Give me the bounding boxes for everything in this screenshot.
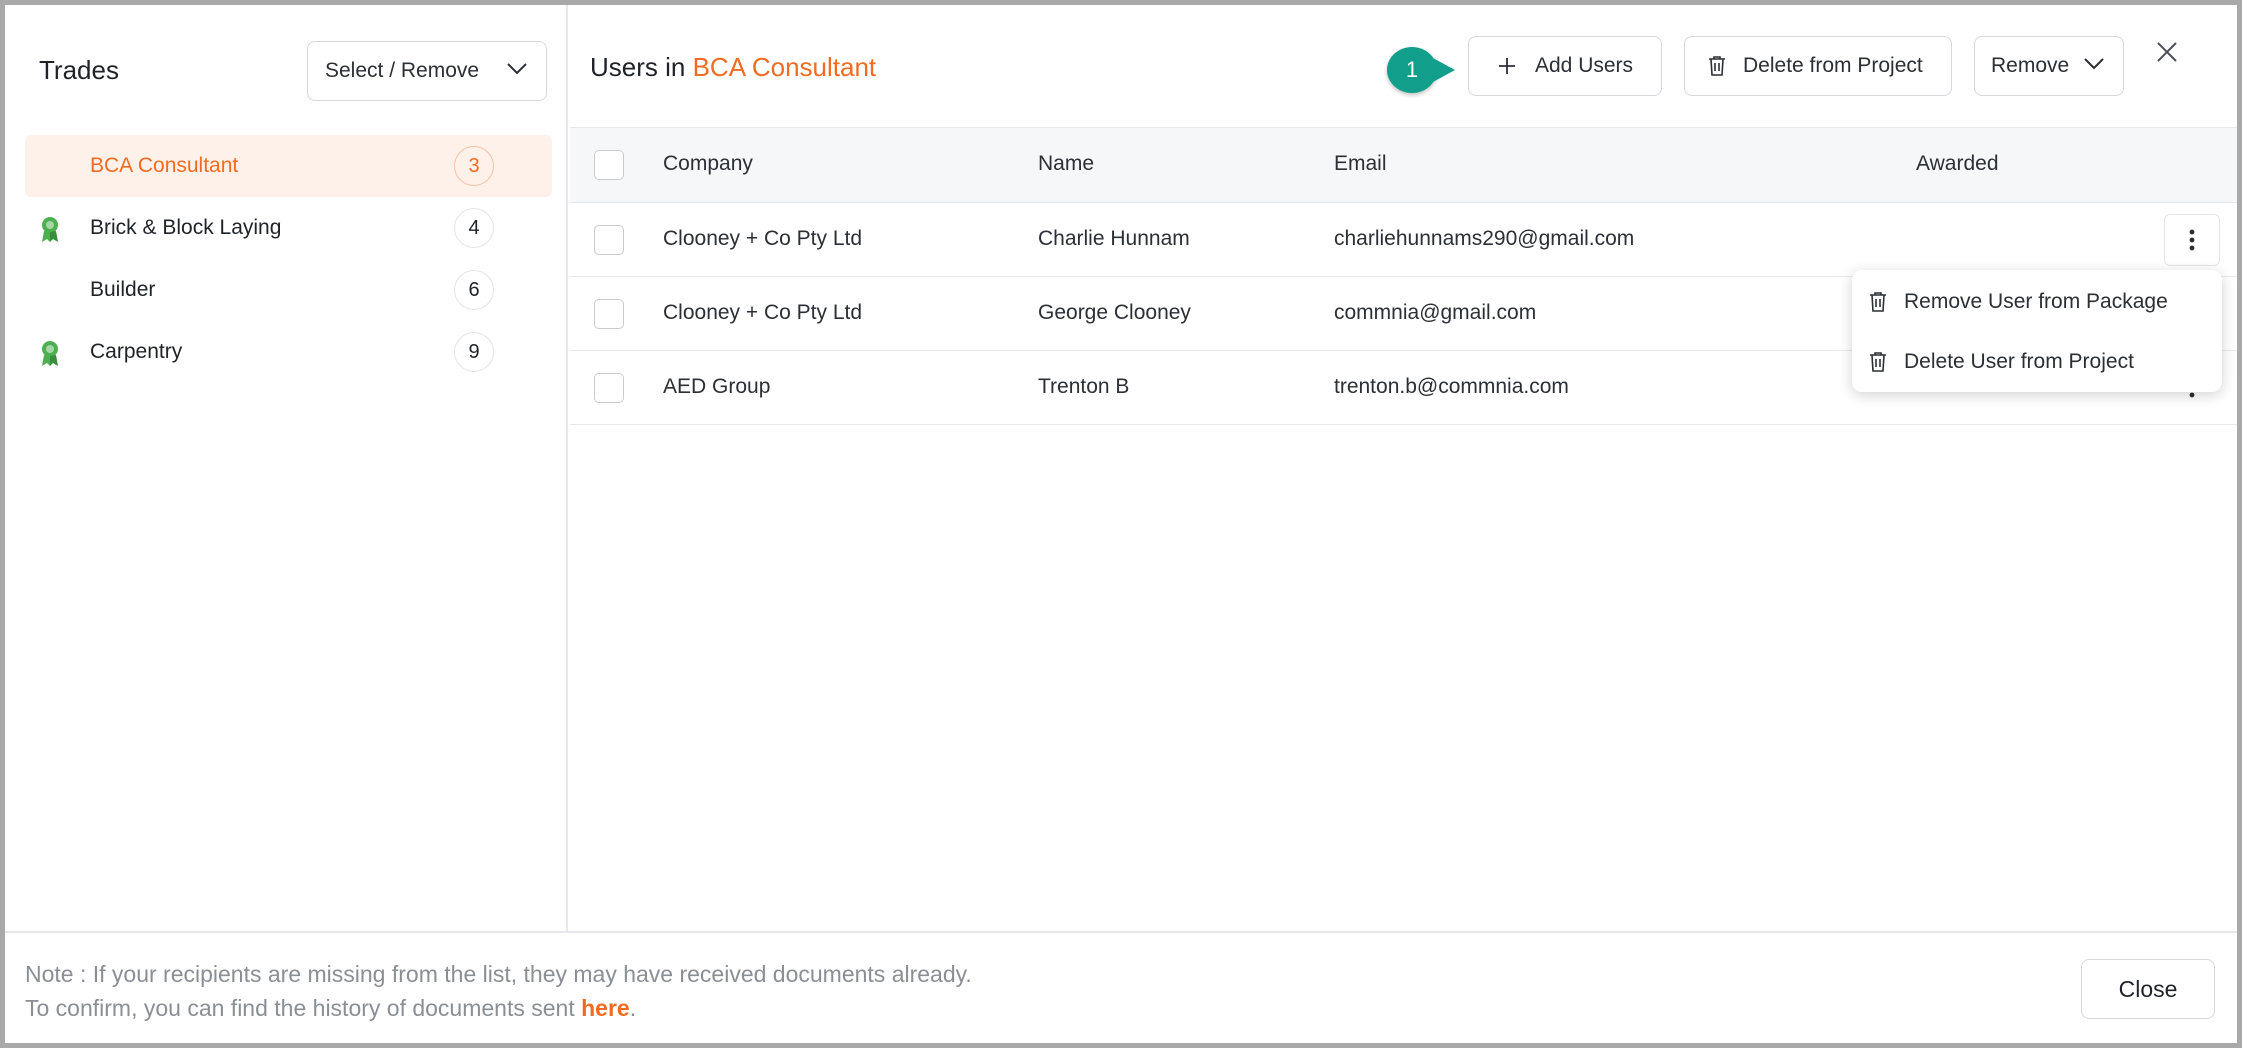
cell-email: charliehunnams290@gmail.com (1334, 227, 1635, 250)
add-users-button[interactable] (1468, 36, 1662, 96)
chevron-down-icon (2083, 57, 2105, 71)
cell-name: Charlie Hunnam (1038, 227, 1190, 250)
note-line-2-text: To confirm, you can find the history of documents sent (25, 995, 582, 1021)
trade-count-badge: 3 (454, 146, 494, 186)
trade-item-carpentry[interactable] (25, 321, 552, 383)
close-button[interactable]: Close (2081, 959, 2215, 1019)
row-checkbox[interactable] (594, 373, 624, 403)
trash-icon (1707, 55, 1727, 77)
cell-company: AED Group (663, 375, 771, 398)
dialog-footer (5, 931, 2237, 1043)
delete-user-from-project-menu-item[interactable] (1852, 334, 2222, 390)
step-marker-1: 1 (1387, 47, 1437, 93)
row-actions-menu (1852, 270, 2222, 392)
close-icon[interactable] (2152, 37, 2182, 67)
title-prefix: Users in (590, 52, 686, 82)
more-vertical-icon (2188, 228, 2196, 252)
trade-label: Carpentry (90, 340, 183, 363)
cell-company: Clooney + Co Pty Ltd (663, 227, 863, 250)
delete-from-project-button[interactable] (1684, 36, 1952, 96)
delete-from-project-label: Delete from Project (1743, 54, 1923, 77)
column-header-email[interactable]: Email (1334, 152, 1387, 175)
select-all-checkbox[interactable] (594, 150, 624, 180)
cell-email: trenton.b@commnia.com (1334, 375, 1569, 398)
trade-label: BCA Consultant (90, 154, 239, 177)
award-ribbon-icon (39, 215, 61, 243)
trade-label: Brick & Block Laying (90, 216, 282, 239)
column-header-company[interactable]: Company (663, 152, 753, 175)
award-ribbon-icon (39, 339, 61, 367)
note-line-2-suffix: . (629, 995, 637, 1021)
table-header (570, 127, 2237, 203)
add-users-label: Add Users (1535, 54, 1634, 77)
trash-icon (1868, 351, 1888, 373)
note-line-2 (25, 991, 972, 1025)
cell-name: George Clooney (1038, 301, 1191, 324)
users-panel (570, 5, 2237, 931)
trades-sidebar (5, 5, 568, 931)
select-remove-dropdown[interactable] (307, 41, 547, 101)
remove-label: Remove (1991, 54, 2070, 77)
trade-item-bca-consultant[interactable] (25, 135, 552, 197)
row-actions-button[interactable] (2164, 214, 2220, 266)
row-checkbox[interactable] (594, 299, 624, 329)
cell-name: Trenton B (1038, 375, 1130, 398)
trash-icon (1868, 291, 1888, 313)
trade-item-brick-block-laying[interactable] (25, 197, 552, 259)
cell-company: Clooney + Co Pty Ltd (663, 301, 863, 324)
menu-item-label: Remove User from Package (1904, 290, 2168, 313)
remove-dropdown[interactable] (1974, 36, 2124, 96)
cell-email: commnia@gmail.com (1334, 301, 1537, 324)
trade-count-badge: 9 (454, 332, 494, 372)
chevron-down-icon (506, 62, 528, 76)
trade-count-badge: 6 (454, 270, 494, 310)
trade-count-badge: 4 (454, 208, 494, 248)
select-remove-label: Select / Remove (325, 59, 480, 82)
sidebar-title: Trades (39, 55, 119, 85)
column-header-awarded[interactable]: Awarded (1916, 152, 1999, 175)
plus-icon (1497, 56, 1517, 76)
footer-note (25, 957, 972, 1025)
title-trade-name: BCA Consultant (692, 52, 877, 82)
column-header-name[interactable]: Name (1038, 152, 1095, 175)
history-link[interactable]: here (581, 995, 630, 1021)
page-title (590, 52, 876, 83)
remove-user-from-package-menu-item[interactable] (1852, 274, 2222, 330)
trade-list (25, 135, 552, 383)
table-row[interactable] (570, 203, 2237, 277)
trade-label: Builder (90, 278, 156, 301)
row-checkbox[interactable] (594, 225, 624, 255)
trade-item-builder[interactable] (25, 259, 552, 321)
menu-item-label: Delete User from Project (1904, 350, 2134, 373)
note-line-1: Note : If your recipients are missing from the list, they may have received documents already. (25, 961, 972, 987)
